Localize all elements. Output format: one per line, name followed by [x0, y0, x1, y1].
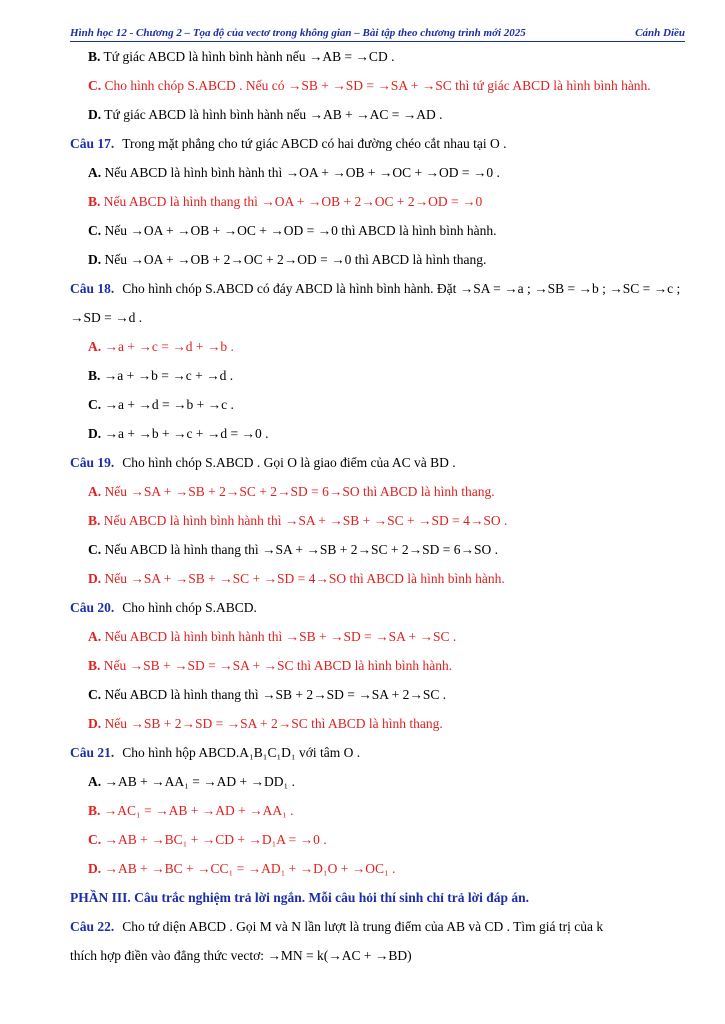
- option-text: Nếu ABCD là hình bình hành thì →SA + →SB + →SC + →SD = 4→SO .: [103, 513, 508, 528]
- question-number: Câu 20.: [70, 600, 115, 615]
- answer-option: [70, 622, 685, 651]
- option-text: →a + →d = →b + →c .: [104, 397, 234, 412]
- option-text: Nếu →SA + →SB + →SC + →SD = 4→SO thì ABCD là hình bình hành.: [104, 571, 505, 586]
- answer-option: [70, 187, 685, 216]
- option-letter: B.: [88, 194, 101, 209]
- section-heading: PHẦN III. Câu trắc nghiệm trả lời ngắn. Mỗi câu hỏi thí sinh chỉ trả lời đáp án.: [70, 890, 529, 905]
- question: [70, 129, 685, 158]
- option-text: →AB + →BC + →CC₁ = →AD₁ + →D₁O + →OC₁ .: [104, 861, 396, 876]
- question-text: Cho hình chóp S.ABCD.: [122, 600, 257, 615]
- option-letter: B.: [88, 513, 101, 528]
- option-text: Nếu ABCD là hình thang thì →OA + →OB + 2→OC + 2→OD = →0: [103, 194, 483, 209]
- question-number: Câu 19.: [70, 455, 115, 470]
- option-letter: B.: [88, 368, 101, 383]
- question-number: Câu 21.: [70, 745, 115, 760]
- header-brand: Cánh Diều: [635, 27, 685, 39]
- answer-option: [70, 709, 685, 738]
- answer-option: [70, 854, 685, 883]
- option-text: Nếu ABCD là hình bình hành thì →OA + →OB + →OC + →OD = →0 .: [104, 165, 500, 180]
- answer-option: [70, 825, 685, 854]
- option-letter: B.: [88, 49, 101, 64]
- option-letter: D.: [88, 426, 102, 441]
- answer-option: [70, 651, 685, 680]
- option-text: Tứ giác ABCD là hình bình hành nếu →AB + →AC = →AD .: [104, 107, 443, 122]
- option-letter: C.: [88, 832, 102, 847]
- option-letter: C.: [88, 687, 102, 702]
- option-text: Nếu →OA + →OB + 2→OC + 2→OD = →0 thì ABCD là hình thang.: [104, 252, 487, 267]
- option-letter: D.: [88, 861, 102, 876]
- answer-option: [70, 158, 685, 187]
- answer-option: [70, 506, 685, 535]
- question-continuation: thích hợp điền vào đẳng thức vectơ: →MN = k(→AC + →BD): [70, 948, 412, 963]
- answer-option: [70, 361, 685, 390]
- option-letter: D.: [88, 252, 102, 267]
- option-text: Nếu →SB + →SD = →SA + →SC thì ABCD là hình bình hành.: [103, 658, 453, 673]
- answer-option: [70, 767, 685, 796]
- option-text: Nếu →OA + →OB + →OC + →OD = →0 thì ABCD là hình bình hành.: [104, 223, 497, 238]
- question-text: Cho hình hộp ABCD.A₁B₁C₁D₁ với tâm O .: [122, 745, 361, 760]
- answer-option: [70, 535, 685, 564]
- question-number: Câu 22.: [70, 919, 115, 934]
- question-text: Cho hình chóp S.ABCD có đáy ABCD là hình bình hành. Đặt →SA = →a ; →SB = →b ; →SC = →c ;: [122, 281, 681, 296]
- option-text: →a + →b + →c + →d = →0 .: [104, 426, 269, 441]
- question: [70, 593, 685, 622]
- option-letter: A.: [88, 774, 102, 789]
- question-number: Câu 17.: [70, 136, 115, 151]
- option-text: Nếu ABCD là hình thang thì →SA + →SB + 2→SC + 2→SD = 6→SO .: [104, 542, 498, 557]
- option-letter: A.: [88, 484, 102, 499]
- answer-option: [70, 216, 685, 245]
- option-letter: A.: [88, 629, 102, 644]
- answer-option: [70, 680, 685, 709]
- answer-option: [70, 71, 685, 100]
- option-letter: C.: [88, 542, 102, 557]
- option-letter: C.: [88, 223, 102, 238]
- answer-option: [70, 245, 685, 274]
- question: [70, 912, 685, 941]
- question-text: Cho tứ diện ABCD . Gọi M và N lần lượt là trung điểm của AB và CD . Tìm giá trị của k: [122, 919, 604, 934]
- option-letter: C.: [88, 397, 102, 412]
- option-letter: B.: [88, 803, 101, 818]
- question: [70, 738, 685, 767]
- answer-option: [70, 477, 685, 506]
- option-letter: A.: [88, 165, 102, 180]
- question-text: Trong mặt phẳng cho tứ giác ABCD có hai đường chéo cắt nhau tại O .: [122, 136, 507, 151]
- option-text: →AC₁ = →AB + →AD + →AA₁ .: [103, 803, 294, 818]
- page-header: [70, 24, 685, 42]
- answer-option: [70, 390, 685, 419]
- option-text: Nếu →SB + 2→SD = →SA + 2→SC thì ABCD là hình thang.: [104, 716, 443, 731]
- question: [70, 448, 685, 477]
- answer-option: [70, 419, 685, 448]
- option-text: Nếu →SA + →SB + 2→SC + 2→SD = 6→SO thì ABCD là hình thang.: [104, 484, 495, 499]
- question-number: Câu 18.: [70, 281, 115, 296]
- option-letter: A.: [88, 339, 102, 354]
- option-letter: D.: [88, 107, 102, 122]
- document-content: [70, 42, 685, 970]
- option-letter: C.: [88, 78, 102, 93]
- answer-option: [70, 332, 685, 361]
- option-text: Cho hình chóp S.ABCD . Nếu có →SB + →SD = →SA + →SC thì tứ giác ABCD là hình bình hành.: [104, 78, 651, 93]
- option-text: →AB + →AA₁ = →AD + →DD₁ .: [104, 774, 296, 789]
- answer-option: [70, 564, 685, 593]
- option-text: Nếu ABCD là hình bình hành thì →SB + →SD = →SA + →SC .: [104, 629, 457, 644]
- answer-option: [70, 796, 685, 825]
- option-letter: D.: [88, 571, 102, 586]
- answer-option: [70, 100, 685, 129]
- option-text: →a + →b = →c + →d .: [103, 368, 234, 383]
- option-text: Nếu ABCD là hình thang thì →SB + 2→SD = →SA + 2→SC .: [104, 687, 447, 702]
- answer-option: [70, 42, 685, 71]
- option-letter: D.: [88, 716, 102, 731]
- question-text: Cho hình chóp S.ABCD . Gọi O là giao điểm của AC và BD .: [122, 455, 456, 470]
- question: [70, 274, 685, 303]
- option-text: →AB + →BC₁ + →CD + →D₁A = →0 .: [104, 832, 327, 847]
- option-letter: B.: [88, 658, 101, 673]
- option-text: Tứ giác ABCD là hình bình hành nếu →AB = →CD .: [103, 49, 395, 64]
- header-title: Hình học 12 - Chương 2 – Tọa độ của vectơ trong không gian – Bài tập theo chương trình mới 2025: [70, 27, 526, 39]
- option-text: →a + →c = →d + →b .: [104, 339, 234, 354]
- question-continuation: →SD = →d .: [70, 310, 143, 325]
